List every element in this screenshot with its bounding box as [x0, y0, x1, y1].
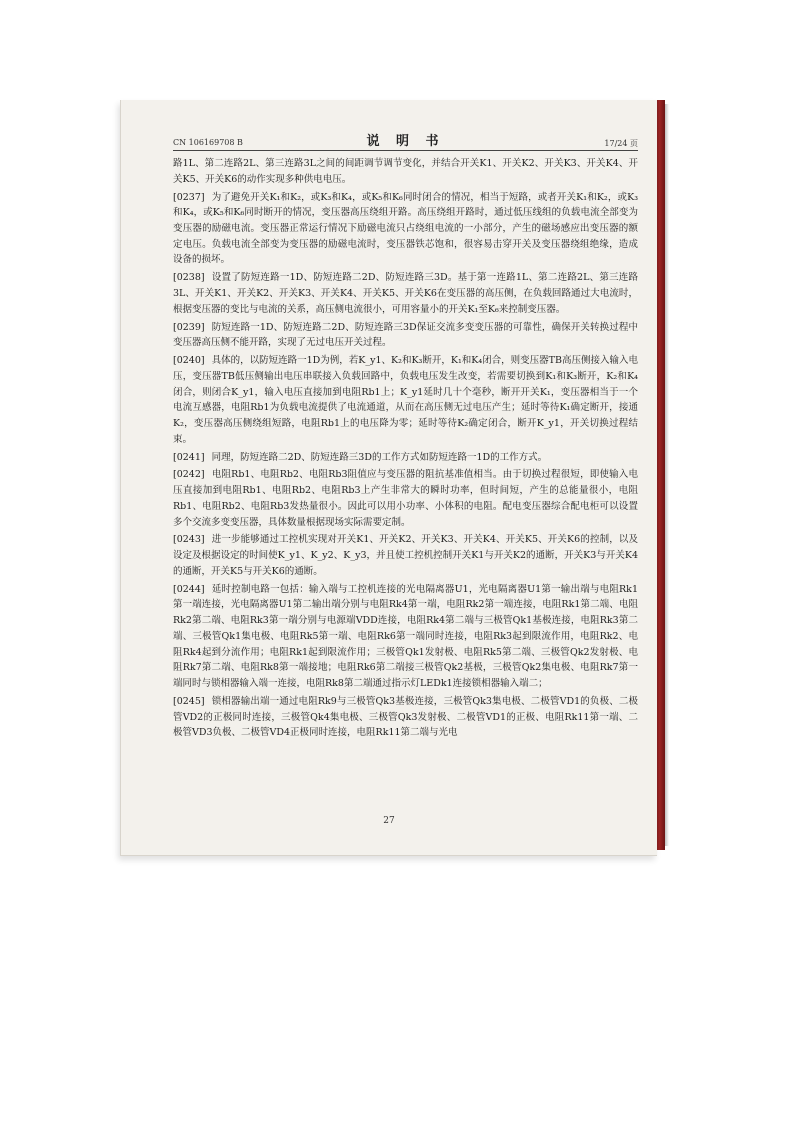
paragraph-number: [0245]	[173, 695, 205, 707]
paragraph-number: [0241]	[173, 451, 205, 463]
publication-number: CN 106169708 B	[173, 138, 243, 147]
paragraph	[173, 450, 638, 466]
paragraph	[173, 582, 638, 692]
document-body	[173, 156, 638, 743]
paragraph-number: [0242]	[173, 469, 205, 481]
paragraph-text: 防短连路一1D、防短连路二2D、防短连路三3D保证交流多变变压器的可靠性，确保开关转换过程中变压器高压侧不能开路，实现了无过电压开关过程。	[173, 321, 638, 349]
page-info: 17/24 页	[604, 139, 638, 148]
paragraph-number: [0244]	[173, 583, 205, 595]
paragraph-text: 为了避免开关K₁和K₂，或K₃和K₄，或K₅和K₆同时闭合的情况，相当于短路，或者开关K₁和K₂，或K₃和K₄，或K₅和K₆同时断开的情况，变压器高压绕组开路。高压绕组开路时，通过低压线组的负载电流全部变为变压器的励磁电流。变压器正常运行情况下励磁电流只占绕组电流的一小部分，产生的磁场感应出变压器的额定电压。负载电流全部变为变压器的励磁电流时，变压器铁芯饱和，很容易击穿开关及变压器绕组绝缘，造成设备的损坏。	[173, 191, 638, 266]
paragraph	[173, 532, 638, 579]
paragraph-number: [0240]	[173, 355, 205, 367]
paragraph-number: [0239]	[173, 321, 205, 333]
paragraph-text: 延时控制电路一包括：输入端与工控机连接的光电隔离器U1，光电隔离器U1第一输出端与电阻Rk1第一端连接，光电隔离器U1第二输出端分别与电阻Rk4第一端，电阻Rk2第一端连接，电阻Rk1第二端、电阻Rk2第二端、电阻Rk3第一端分别与电源端VDD连接，电阻Rk4第二端与三极管Qk1基极连接，电阻Rk3第二端、三极管Qk1集电极、电阻Rk5第一端、电阻Rk6第一端同时连接，电阻Rk3起到限流作用，电阻Rk2、电阻Rk4起到分流作用；电阻Rk1起到限流作用；三极管Qk1发射极、电阻Rk5第二端、三极管Qk2发射极、电阻Rk7第二端、电阻Rk8第一端接地；电阻Rk6第二端接三极管Qk2基极，三极管Qk2集电极、电阻Rk7第一端同时与锁相器输入端一连接，电阻Rk8第二端通过指示灯LEDk1连接锁相器输入端二；	[173, 583, 638, 689]
paragraph-text: 同理，防短连路二2D、防短连路三3D的工作方式如防短连路一1D的工作方式。	[211, 451, 548, 463]
spine-shadow	[665, 104, 669, 846]
document-title: 说 明 书	[366, 134, 445, 149]
paragraph-text: 设置了防短连路一1D、防短连路二2D、防短连路三3D。基于第一连路1L、第二连路2L、第三连路3L、开关K1、开关K2、开关K3、开关K4、开关K5、开关K6在变压器的高压侧，在负载回路通过大电流时，根据变压器的变比与电流的关系，高压侧电流很小，可用容量小的开关K₁至K₆来控制变压器。	[173, 272, 638, 315]
paragraph-number: [0238]	[173, 272, 205, 284]
paragraph	[173, 694, 638, 741]
document-page	[120, 100, 657, 856]
paragraph	[173, 156, 638, 187]
paragraph-number: [0237]	[173, 191, 205, 203]
paragraph	[173, 190, 638, 269]
paragraph	[173, 467, 638, 530]
paragraph-text: 具体的，以防短连路一1D为例，若K_y1、K₂和K₃断开，K₁和K₄闭合，则变压器TB高压侧接入输入电压，变压器TB低压侧输出电压串联接入负载回路中，负载电压发生改变，若需要切换到K₁和K₃断开，K₂和K₄闭合，则闭合K_y1，输入电压直接加到电阻Rb1上；K_y1延时几十个毫秒，断开开关K₁，变压器相当于一个电流互感器，电阻Rb1为负载电流提供了电流通道，从而在高压侧无过电压产生；延时等待K₁确定断开，接通K₂，变压器高压侧绕组短路，电阻Rb1上的电压降为零；延时等待K₂确定闭合，断开K_y1，开关切换过程结束。	[173, 355, 638, 445]
book-spine	[656, 100, 665, 850]
paragraph	[173, 353, 638, 447]
paragraph-text: 路1L、第二连路2L、第三连路3L之间的间距调节调节变化，并结合开关K1、开关K2、开关K3、开关K4、开关K5、开关K6的动作实现多种供电电压。	[173, 158, 638, 185]
page-header	[173, 130, 638, 148]
paragraph	[173, 270, 638, 317]
paragraph-number: [0243]	[173, 534, 205, 546]
paragraph-text: 进一步能够通过工控机实现对开关K1、开关K2、开关K3、开关K4、开关K5、开关K6的控制，以及设定及根据设定的时间使K_y1、K_y2、K_y3，并且使工控机控制开关K1与开关K2的通断，开关K3与开关K4的通断，开关K5与开关K6的通断。	[173, 534, 638, 577]
page-number: 27	[383, 816, 395, 826]
paragraph-text: 电阻Rb1、电阻Rb2、电阻Rb3阻值应与变压器的阻抗基准值相当。由于切换过程很短，即使输入电压直接加到电阻Rb1、电阻Rb2、电阻Rb3上产生非常大的瞬时功率，但时间短，产生的总能量很小，电阻Rb1、电阻Rb2、电阻Rb3发热量很小。因此可以用小功率、小体积的电阻。配电变压器综合配电柜可以设置多个交流多变变压器，具体数量根据现场实际需要定制。	[173, 469, 638, 528]
paragraph-text: 锁相器输出端一通过电阻Rk9与三极管Qk3基极连接，三极管Qk3集电极、二极管VD1的负极、二极管VD2的正极同时连接，三极管Qk4集电极、三极管Qk3发射极、二极管VD1的正极、电阻Rk11第一端、二极管VD3负极、二极管VD4正极同时连接，电阻Rk11第二端与光电	[173, 695, 638, 739]
paragraph	[173, 320, 638, 351]
header-rule	[173, 150, 638, 151]
